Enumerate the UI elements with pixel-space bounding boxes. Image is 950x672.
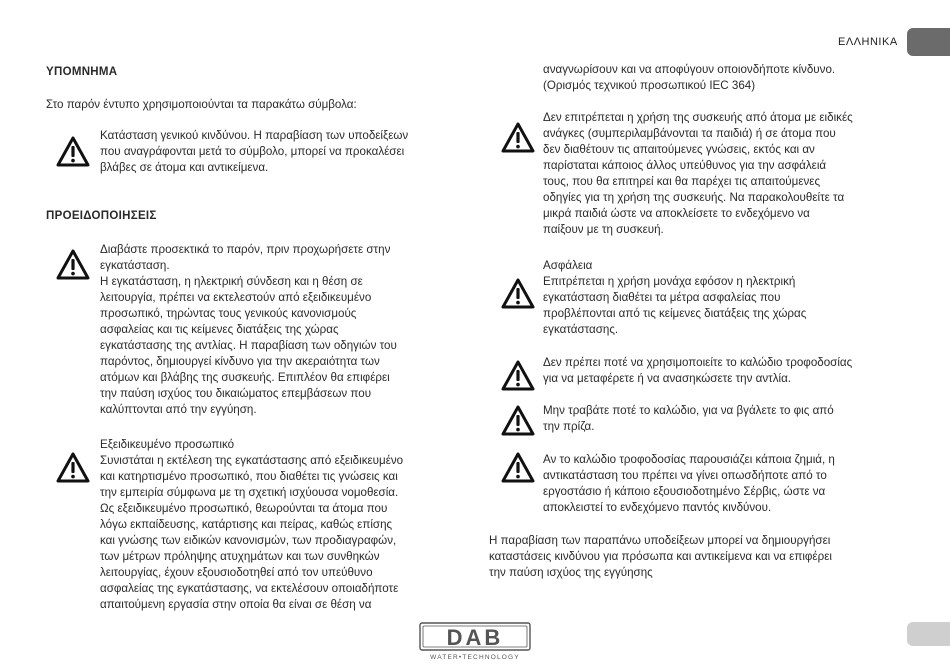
text-line: τους, που θα επιτηρεί και θα παρέχει τις απαιτούμενες bbox=[543, 175, 821, 188]
text-line: αντικατάσταση του πρέπει να γίνει οπωσδήποτε από το bbox=[543, 469, 827, 482]
warning-triangle-icon bbox=[501, 122, 535, 154]
dab-logo bbox=[419, 622, 531, 662]
text-line: λόγω εκπαίδευσης, κατάρτισης και πείρας, καθώς επίσης bbox=[100, 518, 393, 531]
text-line: αποκλειστεί το ενδεχόμενο παντός κινδύνου. bbox=[543, 501, 772, 514]
warning-triangle-icon bbox=[501, 278, 535, 310]
text-line: των μέτρων πρόληψης ατυχημάτων και των συνθηκών bbox=[100, 550, 380, 563]
text-line: εγκατάστασης της αντλίας. Η παραβίαση των οδηγιών του bbox=[100, 339, 397, 352]
text-line: (Ορισμός τεχνικού προσωπικού IEC 364) bbox=[543, 79, 756, 92]
text-line: απαιτούμενη εργασία στην οποία θα είναι σε θέση να bbox=[100, 598, 372, 611]
language-tab bbox=[907, 28, 950, 56]
text-line: ατόμων και βλάβης της συσκευής. Επιπλέον θα επιφέρει bbox=[100, 371, 390, 384]
continued-text-block bbox=[543, 62, 835, 94]
cable-pulling-warning-block bbox=[543, 403, 834, 435]
closing-paragraph bbox=[489, 533, 832, 581]
text-line: παρόντος, δημιουργεί κίνδυνο για την ακεραιότητα των bbox=[100, 355, 380, 368]
text-line: καλύπτονται από την εγγύηση. bbox=[100, 403, 257, 416]
text-line: την παύση ισχύος της εγγύησης bbox=[489, 566, 653, 579]
text-line: μικρά παιδιά ώστε να αποκλείσετε το ενδεχόμενο να bbox=[543, 207, 810, 220]
text-line: ασφαλείας της εγκατάστασης, να εκτελέσουν οποιαδήποτε bbox=[100, 582, 399, 595]
text-line: Η εγκατάσταση, η ηλεκτρική σύνδεση και η θέση σε bbox=[100, 275, 363, 288]
text-line: δεν διαθέτουν τις απαιτούμενες γνώσεις, εκτός και αν bbox=[543, 143, 815, 156]
text-line: Εξειδικευμένο προσωπικό bbox=[100, 438, 235, 451]
text-line: Δεν πρέπει ποτέ να χρησιμοποιείτε το καλώδιο τροφοδοσίας bbox=[543, 356, 853, 369]
safety-block bbox=[543, 258, 806, 338]
warning-triangle-icon bbox=[501, 405, 535, 437]
text-line: Συνιστάται η εκτέλεση της εγκατάστασης από εξειδικευμένο bbox=[100, 454, 404, 467]
logo-tagline: WATER•TECHNOLOGY bbox=[430, 654, 520, 661]
text-line: και κατηρτισμένο προσωπικό, που διαθέτει τις γνώσεις και bbox=[100, 470, 398, 483]
text-line: που αναγράφονται μετά το σύμβολο, μπορεί να προκαλέσει bbox=[100, 145, 405, 158]
warnings-title: ΠΡΟΕΙΔΟΠΟΙΗΣΕΙΣ bbox=[46, 210, 157, 222]
text-line: την πρίζα. bbox=[543, 420, 595, 433]
warning-triangle-icon bbox=[56, 136, 90, 168]
warning-triangle-icon bbox=[501, 360, 535, 392]
warning-triangle-icon bbox=[56, 452, 90, 484]
text-line: Επιτρέπεται η χρήση μονάχα εφόσον η ηλεκτρική bbox=[543, 275, 796, 288]
text-line: οδηγίες για τη χρήση της συσκευής. Να παρακολουθείτε τα bbox=[543, 191, 845, 204]
text-line: την εμπειρία σύμφωνα με τη σχετική ισχύουσα νομοθεσία. bbox=[100, 486, 399, 499]
text-line: καταστάσεις κινδύνου για πρόσωπα και αντικείμενα και να επιφέρει bbox=[489, 550, 832, 563]
text-line: για να μεταφέρετε ή να ανασηκώσετε την αντλία. bbox=[543, 372, 792, 385]
qualified-personnel-block bbox=[100, 437, 403, 613]
text-line: Η παραβίαση των παραπάνω υποδείξεων μπορεί να δημιουργήσει bbox=[489, 534, 831, 547]
text-line: εγκατάστασης. bbox=[543, 323, 619, 336]
text-line: παίξουν με τη συσκευή. bbox=[543, 223, 664, 236]
text-line: λειτουργία, πρέπει να εκτελεστούν από εξειδικευμένο bbox=[100, 291, 372, 304]
text-line: και γνώσης των ειδικών κανονισμών, των προδιαγραφών, bbox=[100, 534, 397, 547]
text-line: εγκατάσταση διαθέτει τα μέτρα ασφαλείας που bbox=[543, 291, 781, 304]
legend-title: ΥΠΟΜΝΗΜΑ bbox=[46, 66, 118, 78]
special-needs-warning-block bbox=[543, 110, 853, 238]
text-line: την παύση ισχύος του δικαιώματος επεμβάσεων που bbox=[100, 387, 372, 400]
page-tab bbox=[907, 622, 950, 646]
text-line: Αν το καλώδιο τροφοδοσίας παρουσιάζει κάποια ζημιά, η bbox=[543, 453, 835, 466]
text-line: Μην τραβάτε ποτέ το καλώδιο, για να βγάλετε το φις από bbox=[543, 404, 834, 417]
cable-lifting-warning-block bbox=[543, 355, 852, 387]
logo-brand: DAB bbox=[446, 625, 504, 650]
warning-triangle-icon bbox=[501, 452, 535, 484]
text-line: Ως εξειδικευμένο προσωπικό, θεωρούνται τα άτομα που bbox=[100, 502, 388, 515]
language-label: ΕΛΛΗΝΙΚΑ bbox=[838, 36, 898, 48]
text-line: εγκατάσταση. bbox=[100, 259, 170, 272]
text-line: Δεν επιτρέπεται η χρήση της συσκευής από άτομα με ειδικές bbox=[543, 111, 853, 124]
text-line: αναγνωρίσουν και να αποφύγουν οποιονδήποτε κίνδυνο. bbox=[543, 63, 836, 76]
warning-triangle-icon bbox=[56, 249, 90, 281]
text-line: παρίσταται κάποιος άλλος υπεύθυνος για την ασφάλειά bbox=[543, 159, 827, 172]
text-line: ασφαλείας και τις κείμενες διατάξεις της χώρας bbox=[100, 323, 339, 336]
text-line: προσωπικό, τηρώντας τους γενικούς κανονισμούς bbox=[100, 307, 357, 320]
damaged-cable-warning-block bbox=[543, 452, 835, 516]
text-line: βλάβες σε άτομα και αντικείμενα. bbox=[100, 161, 269, 174]
text-line: Ασφάλεια bbox=[543, 259, 593, 272]
legend-intro: Στο παρόν έντυπο χρησιμοποιούνται τα παρακάτω σύμβολα: bbox=[46, 98, 357, 111]
text-line: Κατάσταση γενικού κινδύνου. Η παραβίαση των υποδείξεων bbox=[100, 129, 409, 142]
installation-warning-block bbox=[100, 242, 397, 418]
text-line: λειτουργίας, έχουν εξουσιοδοτηθεί από τον υπεύθυνο bbox=[100, 566, 373, 579]
text-line: Διαβάστε προσεκτικά το παρόν, πριν προχωρήσετε στην bbox=[100, 243, 391, 256]
text-line: εργοστάσιο ή κάποιο εξουσιοδοτημένο Σέρβις, ώστε να bbox=[543, 485, 826, 498]
legend-text-block bbox=[100, 128, 408, 176]
text-line: ανάγκες (συμπεριλαμβάνονται τα παιδιά) ή σε άτομα που bbox=[543, 127, 836, 140]
text-line: προβλέπονται από τις κείμενες διατάξεις της χώρας bbox=[543, 307, 807, 320]
